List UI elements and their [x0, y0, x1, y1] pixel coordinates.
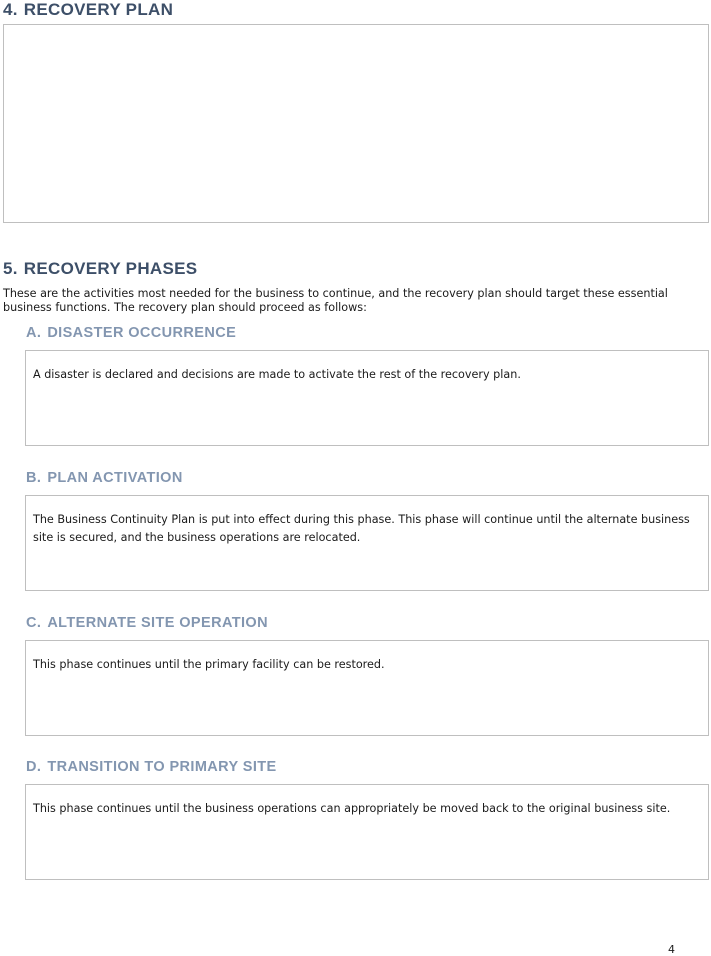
- phase-b-text-box[interactable]: [25, 495, 709, 591]
- page-number: 4: [668, 943, 675, 956]
- phase-b-title: PLAN ACTIVATION: [47, 470, 183, 486]
- section-5-title: RECOVERY PHASES: [23, 259, 198, 278]
- recovery-plan-text-box[interactable]: [3, 24, 709, 223]
- phase-d-letter: D.: [26, 759, 42, 775]
- phase-a-heading: [26, 325, 236, 341]
- phase-b-letter: B.: [26, 470, 42, 486]
- phase-a-text: A disaster is declared and decisions are made to activate the rest of the recovery plan.: [33, 368, 521, 381]
- recovery-phases-intro: These are the activities most needed for the business to continue, and the recovery plan should target these essential business functions. The recovery plan should proceed as follows:: [3, 287, 668, 314]
- section-4-heading: [3, 0, 173, 20]
- phase-a-text-box[interactable]: [25, 350, 709, 446]
- phase-b-text: The Business Continuity Plan is put into effect during this phase. This phase will continue until the alternate business site is secured, and the business operations are relocated.: [33, 513, 690, 544]
- section-5-heading: [3, 259, 197, 279]
- phase-d-title: TRANSITION TO PRIMARY SITE: [47, 759, 277, 775]
- phase-d-text: This phase continues until the business operations can appropriately be moved back to the original business site.: [33, 802, 671, 815]
- phase-c-title: ALTERNATE SITE OPERATION: [47, 615, 268, 631]
- section-5-number: 5.: [3, 259, 18, 278]
- phase-c-text: This phase continues until the primary facility can be restored.: [33, 658, 385, 671]
- phase-d-text-box[interactable]: [25, 784, 709, 880]
- phase-c-heading: [26, 615, 268, 631]
- phase-b-heading: [26, 470, 183, 486]
- phase-c-text-box[interactable]: [25, 640, 709, 736]
- phase-a-letter: A.: [26, 325, 42, 341]
- phase-c-letter: C.: [26, 615, 42, 631]
- phase-d-heading: [26, 759, 277, 775]
- phase-a-title: DISASTER OCCURRENCE: [47, 325, 237, 341]
- section-4-title: RECOVERY PLAN: [23, 0, 174, 19]
- section-4-number: 4.: [3, 0, 18, 19]
